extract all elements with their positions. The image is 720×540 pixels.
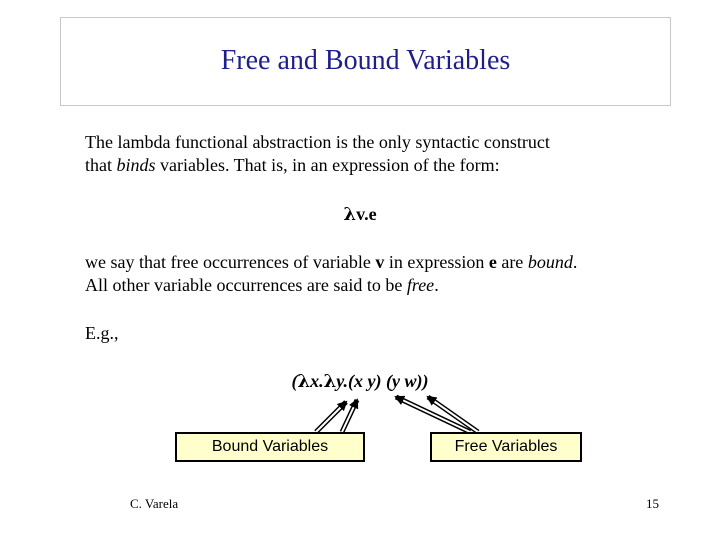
definition-text-b: in expression <box>384 252 489 272</box>
bound-variables-label <box>175 432 365 462</box>
page-number: 15 <box>646 496 659 511</box>
intro-line-1: The lambda functional abstraction is the only syntactic construct <box>85 132 550 152</box>
definition-text-a: we say that free occurrences of variable <box>85 252 376 272</box>
bound-emphasis: bound <box>527 252 573 272</box>
intro-text-a: that <box>85 155 117 175</box>
definition-text-c: are <box>496 252 528 272</box>
example-part-2: y.(x y) (y w)) <box>336 371 429 391</box>
free-variables-label <box>430 432 582 462</box>
definition-text-f: . <box>434 275 439 295</box>
definition-text-e: All other variable occurrences are said to be <box>85 275 407 295</box>
example-label: E.g., <box>85 323 119 343</box>
free-variables-text: Free Variables <box>454 438 558 455</box>
definition-text-d: . <box>572 252 578 272</box>
intro-text-b: variables. That is, in an expression of the form: <box>155 155 500 175</box>
lambda-form-body: v.e <box>356 204 377 224</box>
lambda-symbol: λ <box>343 204 357 225</box>
var-v: v <box>375 252 385 272</box>
bound-variables-text: Bound Variables <box>211 438 329 455</box>
free-emphasis: free <box>406 275 435 295</box>
lambda-symbol-2: λ <box>323 371 337 392</box>
expr-e: e <box>488 252 497 272</box>
author-footer: C. Varela <box>130 496 179 511</box>
slide-title: Free and Bound Variables <box>220 44 511 76</box>
binds-emphasis: binds <box>116 155 156 175</box>
example-open-paren: ( <box>291 371 298 391</box>
lambda-symbol-1: λ <box>297 371 311 392</box>
example-part-1: x. <box>310 371 324 391</box>
